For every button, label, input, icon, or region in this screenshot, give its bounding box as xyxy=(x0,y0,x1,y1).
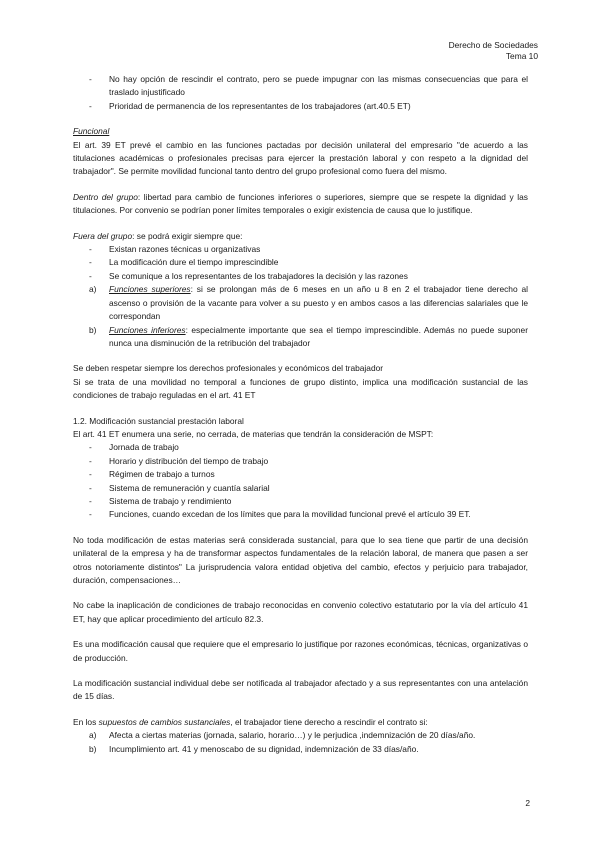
section-heading-msc: 1.2. Modificación sustancial prestación laboral xyxy=(73,415,244,426)
list-item: - Sistema de trabajo y rendimiento xyxy=(89,495,232,506)
section-heading-funcional: Funcional xyxy=(73,126,110,137)
list-item: b) Funciones inferiores: especialmente importante que sea el tiempo imprescindible. Además no puede suponer nunca una disminución de la retribución del trabajador xyxy=(89,324,528,348)
list-item: - La modificación dure el tiempo imprescindible xyxy=(89,257,279,268)
body-paragraph: Es una modificación causal que requiere que el empresario lo justifique por razones económicas, técnicas, organizativas o de producción. xyxy=(73,639,528,663)
list-item: - No hay opción de rescindir el contrato, pero se puede impugnar con las mismas consecuencias que para el traslado injustificado xyxy=(89,74,528,98)
list-item: - Se comunique a los representantes de los trabajadores la decisión y las razones xyxy=(89,270,408,281)
page-body xyxy=(73,73,528,756)
list-item: b) Incumplimiento art. 41 y menoscabo de su dignidad, indemnización de 33 días/año. xyxy=(89,743,419,754)
body-paragraph: La modificación sustancial individual debe ser notificada al trabajador afectado y a sus representantes con una antelación de 15 días. xyxy=(73,678,528,702)
list-item: - Horario y distribución del tiempo de trabajo xyxy=(89,455,269,466)
body-paragraph: No cabe la inaplicación de condiciones de trabajo reconocidas en convenio colectivo estatutario por la vía del artículo 41 ET, hay que aplicar procedimiento del artículo 82.3. xyxy=(73,600,528,624)
page-header xyxy=(449,40,538,62)
non-temporal-paragraph: Si se trata de una movilidad no temporal a funciones de grupo distinto, implica una modificación sustancial de las condiciones de trabajo reguladas en el art. 41 ET xyxy=(73,376,528,401)
dentro-paragraph: Dentro del grupo: libertad para cambio de funciones inferiores o superiores, siempre que se respete la dignidad y las titulaciones. Por convenio se podrían poner límites temporales o exigir existencia de causa que lo justifique. xyxy=(73,191,528,216)
list-item: - Existan razones técnicas u organizativas xyxy=(89,244,261,255)
fuera-intro: Fuera del grupo: se podrá exigir siempre que: xyxy=(73,230,243,241)
list-item: - Sistema de remuneración y cuantía salarial xyxy=(89,482,270,493)
list-item: - Funciones, cuando excedan de los límites que para la movilidad funcional prevé el artículo 39 ET. xyxy=(89,509,471,520)
respect-paragraph: Se deben respetar siempre los derechos profesionales y económicos del trabajador xyxy=(73,363,384,374)
supuestos-intro: En los supuestos de cambios sustanciales, el trabajador tiene derecho a rescindir el contrato si: xyxy=(73,716,428,727)
list-item: a) Afecta a ciertas materias (jornada, salario, horario…) y le perjudica ,indemnización de 20 días/año. xyxy=(89,730,476,741)
list-item: a) Funciones superiores: si se prolongan más de 6 meses en un año u 8 en 2 el trabajador tiene derecho al ascenso o provisión de la vacante para volver a su puesto y en ambos casos a las diferencias salariales que le correspondan xyxy=(89,284,528,322)
header-topic: Tema 10 xyxy=(505,51,538,61)
list-item: - Prioridad de permanencia de los representantes de los trabajadores (art.40.5 ET) xyxy=(89,100,411,111)
header-subject: Derecho de Sociedades xyxy=(448,40,538,50)
page-number: 2 xyxy=(525,798,530,808)
msc-intro: El art. 41 ET enumera una serie, no cerrada, de materias que tendrán la consideración de MSPT: xyxy=(73,428,434,439)
list-item: - Régimen de trabajo a turnos xyxy=(89,469,215,480)
body-paragraph: No toda modificación de estas materias será considerada sustancial, para que lo sea tiene que partir de una decisión unilateral de la empresa y ha de transformar aspectos fundamentales de la relación laboral, de manera que pasen a ser otros notoriamente distintos" La jurisprudencia valora entidad objetiva del cambio, efectos y perjuicio para trabajador, duración, compensaciones… xyxy=(73,534,528,585)
funcional-paragraph: El art. 39 ET prevé el cambio en las funciones pactadas por decisión unilateral del empresario "de acuerdo a las titulaciones académicas o profesionales precisas para ejercer la prestación laboral y con respeto a la dignidad del trabajador". Se permite movilidad funcional tanto dentro del grupo profesional como fuera del mismo. xyxy=(73,139,528,177)
list-item: - Jornada de trabajo xyxy=(89,442,179,453)
